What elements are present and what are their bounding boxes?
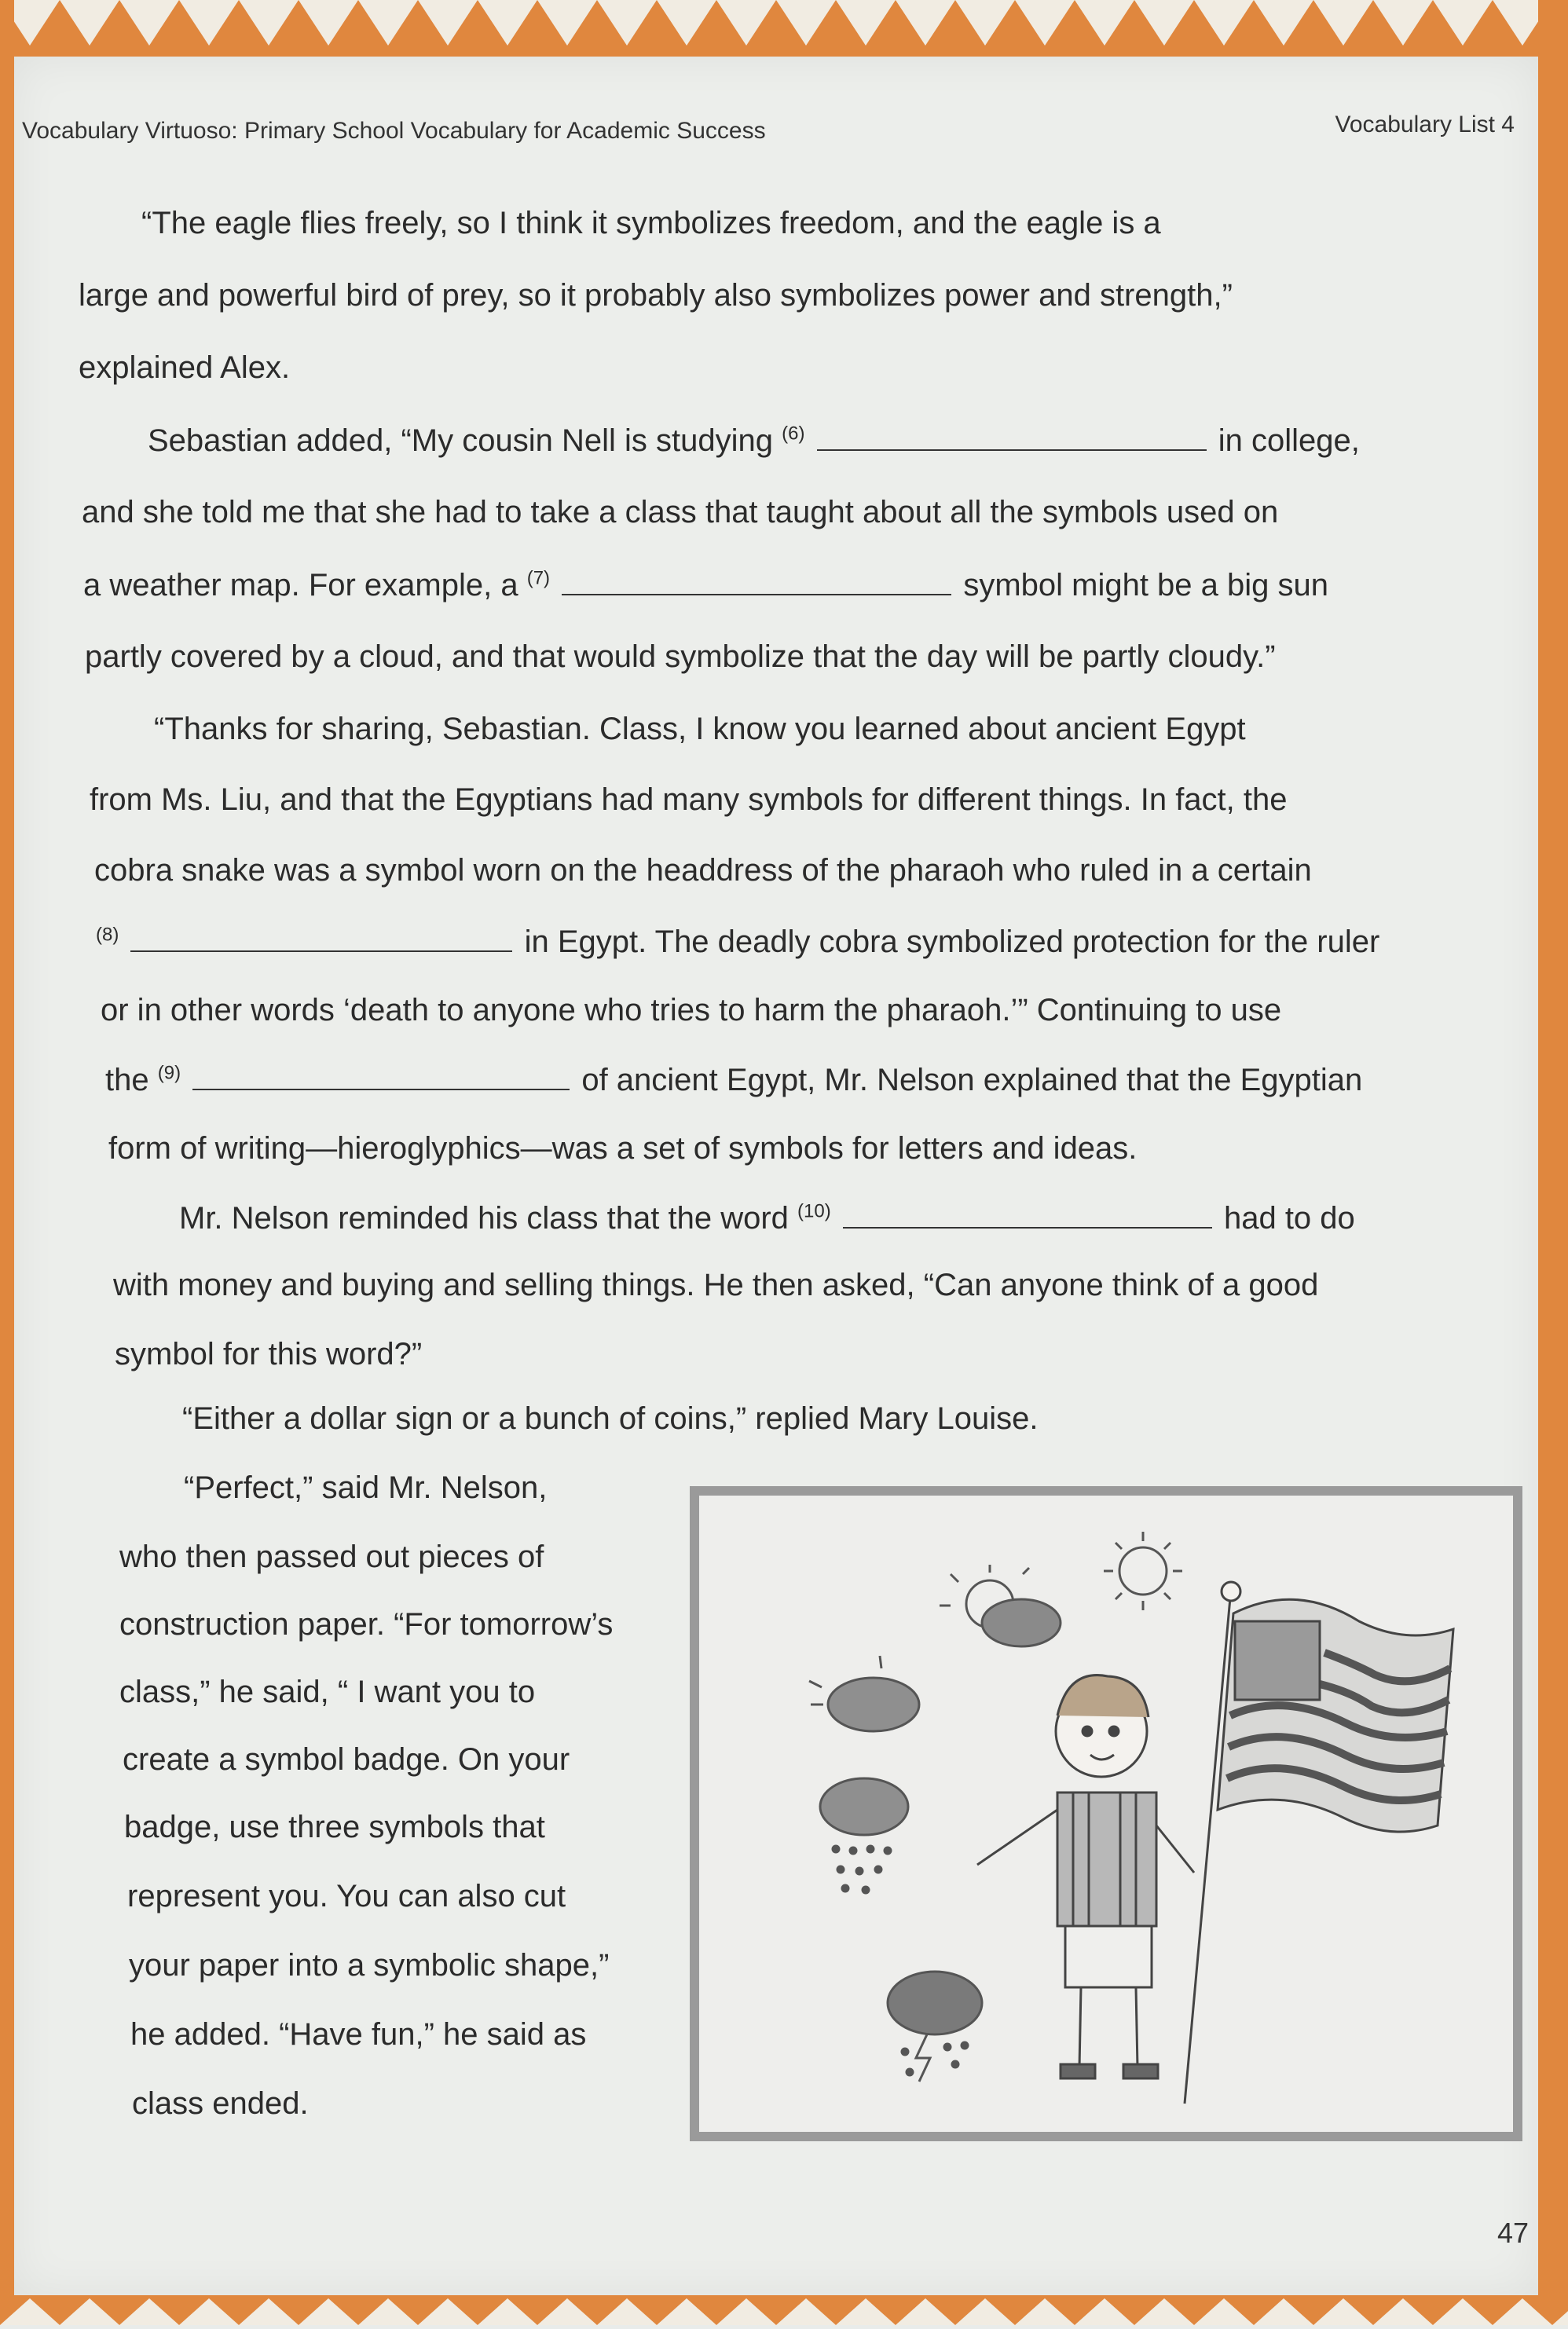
border-triangle [716,0,776,46]
text-line: form of writing—hieroglyphics—was a set of symbols for letters and ideas. [108,1131,1138,1166]
sun-icon [1104,1532,1182,1610]
text-line: partly covered by a cloud, and that would symbolize that the day will be partly cloudy.” [85,639,1276,674]
partly-cloudy-icon [940,1565,1061,1646]
border-triangle [1075,2298,1134,2325]
border-triangle [896,0,955,46]
fill-in-blank-7[interactable] [562,567,951,595]
border-triangle [537,2298,597,2325]
border-triangle [776,0,836,46]
border-triangle [716,2298,776,2325]
text-line: create a symbol badge. On your [123,1742,570,1777]
text-line: who then passed out pieces of [119,1540,544,1574]
text-line [148,423,1360,459]
text-line: represent you. You can also cut [127,1879,566,1913]
border-triangle [239,0,299,46]
border-triangle [1194,2298,1254,2325]
text-line: and she told me that she had to take a class that taught about all the symbols used on [82,495,1279,529]
border-triangle [657,2298,716,2325]
border-triangle [119,2298,179,2325]
text-line: class ended. [132,2086,309,2121]
border-triangle [1015,2298,1075,2325]
border-triangle [896,2298,955,2325]
border-triangle [358,2298,418,2325]
text-line: with money and buying and selling things. He then asked, “Can anyone think of a good [113,1268,1319,1302]
border-triangle [1075,0,1134,46]
line-text: of ancient Egypt, Mr. Nelson explained that the Egyptian [581,1063,1363,1097]
blank-number: (6) [782,423,805,445]
line-text: in Egypt. The deadly cobra symbolized protection for the ruler [524,925,1380,959]
border-triangle [1373,0,1433,46]
border-triangle [776,2298,836,2325]
fill-in-blank-6[interactable] [817,423,1207,451]
border-triangle [597,0,657,46]
text-line: or in other words ‘death to anyone who tries to harm the pharaoh.’” Continuing to use [101,993,1282,1027]
blank-number: (7) [526,567,551,589]
border-triangle [358,0,418,46]
border-triangle [1313,0,1373,46]
fill-in-blank-9[interactable] [192,1062,570,1090]
text-line: explained Alex. [79,350,291,385]
border-triangle [597,2298,657,2325]
triangle-pattern-bottom [0,2292,1568,2325]
border-triangle [955,2298,1015,2325]
border-triangle [1433,0,1493,46]
thunderstorm-icon [888,1972,982,2082]
border-triangle [1552,2298,1568,2325]
border-triangle [657,0,716,46]
border-triangle [1134,2298,1194,2325]
text-line: “Perfect,” said Mr. Nelson, [184,1470,548,1505]
book-title-header: Vocabulary Virtuoso: Primary School Vocabulary for Academic Success [22,118,766,144]
fill-in-blank-8[interactable] [130,924,512,952]
line-text: Mr. Nelson reminded his class that the word [179,1201,789,1236]
border-triangle [418,2298,478,2325]
border-triangle [1194,0,1254,46]
cloud-icon [809,1656,919,1731]
line-text: symbol might be a big sun [963,568,1328,602]
text-line [96,924,1379,960]
border-triangle [239,2298,299,2325]
text-line: symbol for this word?” [115,1337,423,1371]
illustration-frame [690,1486,1522,2141]
section-header: Vocabulary List 4 [1335,112,1515,137]
border-triangle [1254,0,1313,46]
text-line: he added. “Have fun,” he said as [130,2017,587,2052]
text-line: from Ms. Liu, and that the Egyptians had many symbols for different things. In fact, the [90,782,1288,817]
border-triangle [1373,2298,1433,2325]
text-line: your paper into a symbolic shape,” [129,1948,610,1983]
border-triangle [836,0,896,46]
decorative-border-left [0,0,14,2325]
border-triangle [179,2298,239,2325]
border-triangle [1433,2298,1493,2325]
border-triangle [478,2298,537,2325]
border-triangle [955,0,1015,46]
text-line: construction paper. “For tomorrow’s [119,1607,614,1642]
american-flag [1185,1582,1453,2104]
border-triangle [119,0,179,46]
boy-with-flag-illustration [699,1496,1513,2132]
boy-figure [977,1675,1194,2078]
decorative-border-right [1538,0,1568,2325]
border-triangle [478,0,537,46]
triangle-pattern-top [0,0,1568,63]
blank-number: (9) [157,1062,181,1084]
rain-cloud-icon [820,1778,908,1893]
border-triangle [179,0,239,46]
line-text: Sebastian added, “My cousin Nell is studying [148,423,773,458]
page-number: 47 [1497,2217,1530,2249]
line-text: in college, [1218,423,1360,458]
border-triangle [1313,2298,1373,2325]
border-triangle [1254,2298,1313,2325]
border-triangle [0,2298,60,2325]
border-triangle [1134,0,1194,46]
text-line: “Thanks for sharing, Sebastian. Class, I know you learned about ancient Egypt [154,712,1246,746]
text-line [179,1200,1355,1236]
decorative-border-bottom [0,2292,1568,2325]
line-text: the [105,1063,149,1097]
text-line: class,” he said, “ I want you to [119,1675,536,1709]
fill-in-blank-10[interactable] [843,1200,1212,1229]
border-triangle [299,0,358,46]
border-triangle [60,2298,119,2325]
blank-number: (10) [797,1200,831,1222]
border-triangle [60,0,119,46]
border-triangle [1493,2298,1552,2325]
border-triangle [537,0,597,46]
text-line: “The eagle flies freely, so I think it symbolizes freedom, and the eagle is a [141,206,1161,240]
text-line [105,1062,1362,1098]
blank-number: (8) [96,924,119,946]
text-line: cobra snake was a symbol worn on the headdress of the pharaoh who ruled in a certain [94,853,1312,888]
border-triangle [299,2298,358,2325]
text-line: “Either a dollar sign or a bunch of coins,” replied Mary Louise. [182,1401,1039,1436]
border-triangle [1015,0,1075,46]
line-text: had to do [1223,1201,1355,1236]
text-line [83,567,1328,603]
border-triangle [836,2298,896,2325]
text-line: large and powerful bird of prey, so it probably also symbolizes power and strength,” [79,278,1233,313]
line-text: a weather map. For example, a [83,568,518,602]
text-line: badge, use three symbols that [124,1810,545,1844]
decorative-border-top [0,0,1568,63]
border-triangle [418,0,478,46]
